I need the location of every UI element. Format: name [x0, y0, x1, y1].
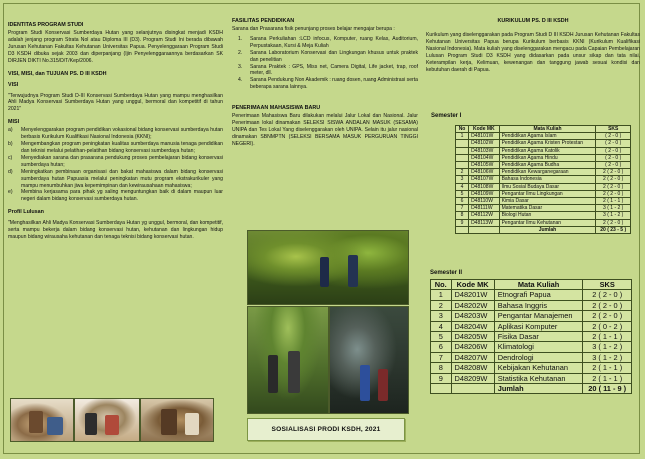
cell-no: 9	[431, 373, 452, 383]
table-row	[456, 176, 631, 183]
caption-box: SOSIALISASI PRODI KSDH, 2021	[247, 418, 405, 441]
fasilitas-list	[232, 36, 418, 91]
table-row	[456, 198, 631, 205]
misi-text: Meningkatkan pembinaan organisasi dan bakat mahasiswa dalam bidang konservasi sumberdaya hutan Papuasia melalui peningkatan mutu program ekstrakurikuler yang mampu menumbuhkan jiwa kepemimpinan dan kewirausahaan mahasiswa;	[21, 168, 223, 189]
table-row	[456, 133, 631, 140]
field-photo-forest	[247, 230, 409, 305]
cell-kode: D48104W	[469, 154, 500, 161]
cell-mk: Klimatologi	[494, 342, 583, 352]
table-header-row	[431, 280, 632, 290]
cell-no: 7	[431, 352, 452, 362]
cell-no	[456, 154, 469, 161]
cell-sks: 2 ( 2 - 0 )	[596, 190, 631, 197]
table-row	[431, 332, 632, 342]
cell-kode: D48111W	[469, 205, 500, 212]
col-header: Mata Kuliah	[494, 280, 583, 290]
cell-no: 6	[431, 342, 452, 352]
fasilitas-text: Sarana Praktek : GPS, Miss net, Camera Digital, Life jacket, trap, roof meter, dll.	[250, 63, 418, 77]
cell-empty	[451, 384, 494, 394]
table-row	[431, 311, 632, 321]
cell-no: 1	[431, 290, 452, 300]
misi-text: Membina kerjasama para pihak yg saling menguntungkan baik di dalam maupun luar negeri dalam bidang konservasi sumberdaya hutan.	[21, 189, 223, 203]
misi-text: Mengembangkan program peningkatan kualitas sumberdaya manusia tenaga pendidikan dan teknisi melalui pelatihan-pelatihan bidang konservasi sumberdaya hutan;	[21, 141, 223, 154]
profil-title: Profil Lulusan	[8, 209, 44, 216]
cell-kode: D48205W	[451, 332, 494, 342]
cell-kode: D48105W	[469, 162, 500, 169]
vmt-title: VISI, MISI, dan TUJUAN PS. D III KSDH	[8, 70, 107, 77]
table-row	[456, 183, 631, 190]
cell-mk: Bahasa Inggris	[494, 300, 583, 310]
cell-kode: D48203W	[451, 311, 494, 321]
fasilitas-item	[232, 77, 418, 91]
total-label: Jumlah	[494, 384, 583, 394]
penerimaan-body: Penerimaan Mahasiswa Baru dilakukan melalui Jalur Lokal dan Nasional. Jalur Penerimaan lokal dinamakan SELEKSI SISWA ANDALAN MASUK (SESAMA) UNIPA dan Tes Lokal Yang diselenggarakan oleh UNIPA. Selain itu jalur nasional dinamakan SBNMPTN (SELEKSI BERSAMA MASUK PERGURUAN TINGGI NEGERI).	[232, 113, 418, 147]
cell-no	[456, 140, 469, 147]
col-header: SKS	[583, 280, 632, 290]
table-row	[431, 352, 632, 362]
visi-title: VISI	[8, 81, 19, 88]
cell-sks: 2 ( 1 - 1 )	[583, 332, 632, 342]
table-row	[456, 219, 631, 226]
cell-kode: D48109W	[469, 190, 500, 197]
cell-mk: Pendidikan Agama Katolik	[499, 147, 596, 154]
cell-sks: 2 ( 2 - 0 )	[583, 300, 632, 310]
cell-no: 4	[431, 321, 452, 331]
misi-marker: d)	[8, 168, 13, 175]
fasilitas-item	[232, 50, 418, 64]
fasilitas-text: Sarana Perkuliahan :LCD infocus, Komputer, ruang Kelas, Auditorium, Perpustakaan, Kursi & Meja Kuliah	[250, 35, 418, 49]
fasilitas-intro: Sarana dan Prasarana fisik penunjang proses belajar mengajar berupa :	[232, 26, 395, 32]
lab-photo-2	[74, 398, 140, 442]
cell-no: 7	[456, 205, 469, 212]
cell-mk: Statistika Kehutanan	[494, 373, 583, 383]
cell-kode: D48101W	[469, 133, 500, 140]
cell-sks: 3 ( 1 - 2 )	[596, 212, 631, 219]
cell-sks: 2 ( 1 - 1 )	[583, 363, 632, 373]
cell-mk: Aplikasi Komputer	[494, 321, 583, 331]
fasilitas-marker: 3.	[238, 63, 243, 70]
table-header-row	[456, 126, 631, 133]
cell-sks: 2 ( 2 - 0 )	[583, 311, 632, 321]
cell-sks: 2 ( 1 - 1 )	[596, 198, 631, 205]
cell-kode: D48106W	[469, 169, 500, 176]
cell-kode: D48206W	[451, 342, 494, 352]
cell-mk: Pengantar Ilmu Kehutanan	[499, 219, 596, 226]
middle-column	[232, 18, 418, 148]
cell-mk: Pendidikan Agama Kristen Protestan	[499, 140, 596, 147]
kurikulum-body: Kurikulum yang diselenggarakan pada Program Studi D III KSDH Jurusan Kehutanan Fakultas Kehutanan Universitas Papua berupa Kurikulum berbasis KKNI (Kurikulum Kualifikasi Nasional Indonesia). Mata kuliah yang diselenggarakan mengacu pada Capaian Pembelajaran Lulusan Program Studi D3 KSDH yang didasarkan pada unsur sikap dan tata nilai, Keterampilan kerja, Kelimuan, kewenangan dan tanggung jawab sesuai kondisi dan kebutuhan daerah di Papua.	[426, 32, 640, 73]
cell-no: 3	[456, 176, 469, 183]
cell-no: 9	[456, 219, 469, 226]
cell-mk: Etnografi Papua	[494, 290, 583, 300]
cell-sks: 3 ( 1 - 2 )	[596, 205, 631, 212]
cell-mk: Pengantar Ilmu Lingkungan	[499, 190, 596, 197]
cell-kode: D48108W	[469, 183, 500, 190]
fasilitas-marker: 4.	[238, 77, 243, 84]
table-row	[431, 373, 632, 383]
semester1-title: Semester I	[431, 113, 462, 119]
cell-kode: D48208W	[451, 363, 494, 373]
misi-item	[8, 141, 223, 155]
table-total-row	[431, 384, 632, 394]
cell-sks: ( 2 - 0 )	[596, 133, 631, 140]
col-header: Kode MK	[469, 126, 500, 133]
kurikulum-title: KURIKULUM PS. D III KSDH	[497, 18, 569, 24]
right-column	[426, 18, 640, 73]
col-header: No.	[431, 280, 452, 290]
cell-sks: ( 2 - 0 )	[596, 154, 631, 161]
misi-list	[8, 127, 223, 203]
misi-text: Menyediakan sarana dan prasarana pendukung proses pembelajaran bidang konservasi sumberdaya hutan;	[21, 154, 223, 168]
misi-marker: a)	[8, 127, 13, 134]
misi-item	[8, 155, 223, 169]
table-total-row	[456, 226, 631, 233]
identitas-body: Program Studi Konservasi Sumberdaya Hutan yang selanjutnya disingkat menjadi KSDH adalah jenjang program Strata Nol atau Diploma III (D3). Program Studi Ini berada dibawah Jurusan Kehutanan Fakultas Kehutanan Universitas Papua. Penyelenggaraan Program Studi D3 KSDH dibuka sejak 2003 dan diperpanjang (Ijin Penyelenggaraannya berdasarkan SK DIRJEN DIKTI No.315/D/T/Kep/2006.	[8, 30, 223, 64]
col-header: Kode MK	[451, 280, 494, 290]
misi-marker: b)	[8, 141, 13, 148]
fasilitas-text: Sarana Laboratorium Konservasi dan Lingkungan khusus untuk praktek dan penelitian	[250, 49, 418, 63]
semester1-table	[455, 125, 631, 234]
cell-sks: 3 ( 1 - 2 )	[583, 342, 632, 352]
table-row	[431, 321, 632, 331]
cell-mk: Fisika Dasar	[494, 332, 583, 342]
table-row	[456, 140, 631, 147]
table-row	[456, 162, 631, 169]
table-row	[456, 169, 631, 176]
cell-kode: D48110W	[469, 198, 500, 205]
col-header: SKS	[596, 126, 631, 133]
table-row	[431, 363, 632, 373]
col-header: No	[456, 126, 469, 133]
cell-sks: 2 ( 0 - 2 )	[583, 321, 632, 331]
visi-body: "Terwujudnya Program Studi D-III Konservasi Sumberdaya Hutan yang mampu menghasilkan Ahli Madya Konservasi Sumberdaya Hutan yang unggul, bermoral dan kompetitif di tahun 2021"	[8, 92, 223, 113]
cell-sks: 3 ( 1 - 2 )	[583, 352, 632, 362]
cell-mk: Ilmu Sosial Budaya Dasar	[499, 183, 596, 190]
cell-sks: ( 2 - 0 )	[596, 140, 631, 147]
cell-no	[456, 147, 469, 154]
semester2-title: Semester II	[430, 270, 463, 276]
total-value: 20 ( 23 - 5 )	[596, 226, 631, 233]
cell-empty	[469, 226, 500, 233]
col-header: Mata Kuliah	[499, 126, 596, 133]
fasilitas-item	[232, 64, 418, 78]
cell-mk: Biologi Hutan	[499, 212, 596, 219]
cell-kode: D48103W	[469, 147, 500, 154]
cell-kode: D48209W	[451, 373, 494, 383]
left-column	[8, 22, 223, 241]
misi-marker: c)	[8, 154, 13, 161]
cell-mk: Kebijakan Kehutanan	[494, 363, 583, 373]
table-row	[456, 154, 631, 161]
total-label: Jumlah	[499, 226, 596, 233]
fasilitas-marker: 1.	[238, 35, 243, 42]
table-row	[431, 290, 632, 300]
fasilitas-title: FASILITAS PENDIDIKAN	[232, 18, 295, 24]
cell-sks: 2 ( 2 - 0 )	[596, 176, 631, 183]
profil-body: "Menghasilkan Ahli Madya Konservasi Sumberdaya Hutan yg unggul, bermoral, dan kompetitif, serta mampu bekerja dalam bidang konservasi hutan, kehutanan dan lingkungan hidup maupun bidang wirausaha kehutanan dan tenaga teknisi bidang konservasi hutan.	[8, 220, 223, 241]
cell-mk: Bahasa Indonesia	[499, 176, 596, 183]
cell-empty	[431, 384, 452, 394]
field-photo-group	[247, 306, 329, 414]
cell-mk: Pendidikan Agama Hindu	[499, 154, 596, 161]
cell-mk: Pendidikan Agama Budha	[499, 162, 596, 169]
table-row	[456, 147, 631, 154]
cell-kode: D48102W	[469, 140, 500, 147]
fasilitas-text: Sarana Pendukung Non Akademik : ruang dosen, ruang Administrasi serta beberapa sarana lainnya.	[250, 77, 418, 91]
cell-no: 8	[456, 212, 469, 219]
cell-no: 2	[456, 169, 469, 176]
cell-no: 5	[431, 332, 452, 342]
cell-empty	[456, 226, 469, 233]
cell-sks: 2 ( 2 - 0 )	[596, 219, 631, 226]
fasilitas-marker: 2.	[238, 49, 243, 56]
cell-kode: D48204W	[451, 321, 494, 331]
field-photo-cave	[329, 306, 409, 414]
cell-mk: Pendidikan Kewarganegaraan	[499, 169, 596, 176]
cell-sks: 2 ( 2 - 0 )	[596, 169, 631, 176]
cell-sks: ( 2 - 0 )	[596, 147, 631, 154]
lab-photo-3	[140, 398, 214, 442]
cell-no	[456, 162, 469, 169]
semester2-table	[430, 279, 632, 394]
cell-mk: Dendrologi	[494, 352, 583, 362]
cell-mk: Pendidikan Agama Islam	[499, 133, 596, 140]
misi-marker: e)	[8, 189, 13, 196]
table-row	[431, 300, 632, 310]
misi-item	[8, 169, 223, 190]
table-row	[456, 205, 631, 212]
cell-sks: 2 ( 2 - 0 )	[583, 290, 632, 300]
cell-kode: D48107W	[469, 176, 500, 183]
cell-kode: D48113W	[469, 219, 500, 226]
cell-no: 3	[431, 311, 452, 321]
cell-mk: Pengantar Manajemen	[494, 311, 583, 321]
cell-no: 4	[456, 183, 469, 190]
cell-sks: ( 2 - 0 )	[596, 162, 631, 169]
table-row	[456, 212, 631, 219]
cell-no: 5	[456, 190, 469, 197]
misi-item	[8, 127, 223, 141]
cell-sks: 2 ( 1 - 1 )	[583, 373, 632, 383]
lab-photo-1	[10, 398, 74, 442]
cell-mk: Kimia Dasar	[499, 198, 596, 205]
cell-mk: Matematika Dasar	[499, 205, 596, 212]
cell-kode: D48112W	[469, 212, 500, 219]
cell-no: 8	[431, 363, 452, 373]
total-value: 20 ( 11 - 9 )	[583, 384, 632, 394]
cell-kode: D48207W	[451, 352, 494, 362]
misi-text: Menyelenggarakan program pendidikan vokasional bidang konservasi sumberdaya hutan berbasis Kurikulum Kualifikasi Nasional Indonesia (KKNI);	[21, 127, 223, 141]
fasilitas-item	[232, 36, 418, 50]
cell-no: 1	[456, 133, 469, 140]
cell-sks: 2 ( 2 - 0 )	[596, 183, 631, 190]
table-row	[456, 190, 631, 197]
identitas-title: IDENTITAS PROGRAM STUDI	[8, 22, 84, 28]
misi-title: MISI	[8, 119, 20, 126]
cell-kode: D48202W	[451, 300, 494, 310]
penerimaan-title: PENERIMAAN MAHASISWA BARU	[232, 105, 321, 112]
table-row	[431, 342, 632, 352]
cell-no: 2	[431, 300, 452, 310]
cell-no: 6	[456, 198, 469, 205]
misi-item	[8, 189, 223, 203]
cell-kode: D48201W	[451, 290, 494, 300]
